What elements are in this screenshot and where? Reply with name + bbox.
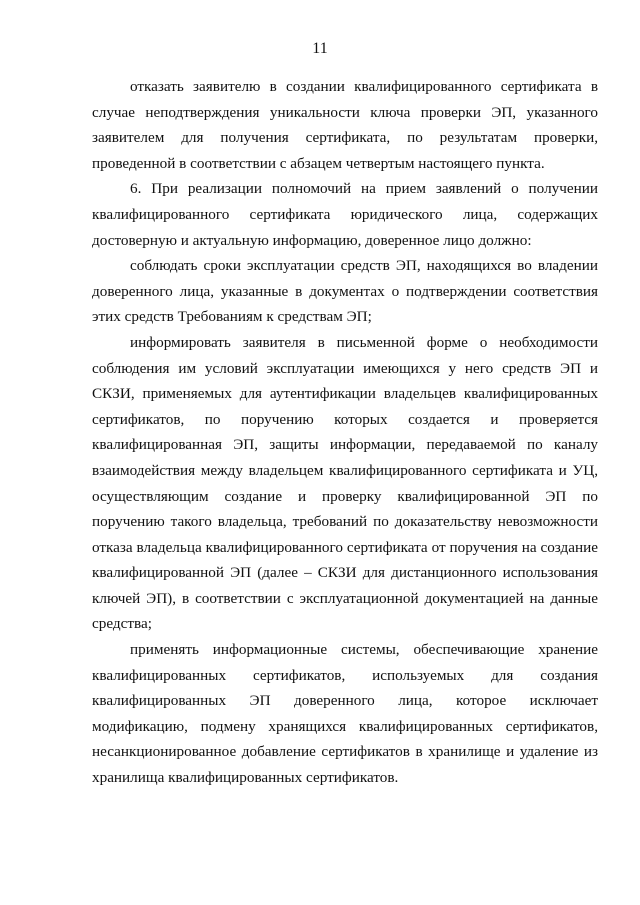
paragraph-item-6: 6. При реализации полномочий на прием заявлений о получении квалифицированного сертификата юридического лица, содержащих достоверную и актуальную информацию, доверенное лицо должно:: [92, 180, 598, 249]
paragraph-apply-systems: применять информационные системы, обеспечивающие хранение квалифицированных сертификатов, используемых для создания квалифицированных ЭП доверенного лица, которое исключает модификацию, подмену хранящихся квалифицированных сертификатов, несанкционированное добавление сертификатов в хранилище и удаление из хранилища квалифицированных сертификатов.: [92, 641, 598, 787]
paragraph-refuse-certificate: отказать заявителю в создании квалифицированного сертификата в случае неподтверждения уникальности ключа проверки ЭП, указанного заявителем для получения сертификата, по результатам проверки, проведенной в соответствии с абзацем четвертым настоящего пункта.: [92, 78, 598, 172]
paragraph-observe-terms: соблюдать сроки эксплуатации средств ЭП, находящихся во владении доверенного лица, указанные в документах о подтверждении соответствия этих средств Требованиям к средствам ЭП;: [92, 257, 598, 326]
paragraph-inform-applicant: информировать заявителя в письменной форме о необходимости соблюдения им условий эксплуатации имеющихся у него средств ЭП и СКЗИ, применяемых для аутентификации владельцев квалифицированных сертификатов, по поручению которых создается и проверяется квалифицированная ЭП, защиты информации, передаваемой по каналу взаимодействия между владельцем квалифицированного сертификата и УЦ, осуществляющим создание и проверку квалифицированной ЭП по поручению такого владельца, требований по доказательству невозможности отказа владельца квалифицированного сертификата от поручения на создание квалифицированной ЭП (далее – СКЗИ для дистанционного использования ключей ЭП), в соответствии с эксплуатационной документацией на данные средства;: [92, 333, 598, 633]
document-body: [92, 74, 598, 791]
page-number: 11: [312, 40, 328, 57]
